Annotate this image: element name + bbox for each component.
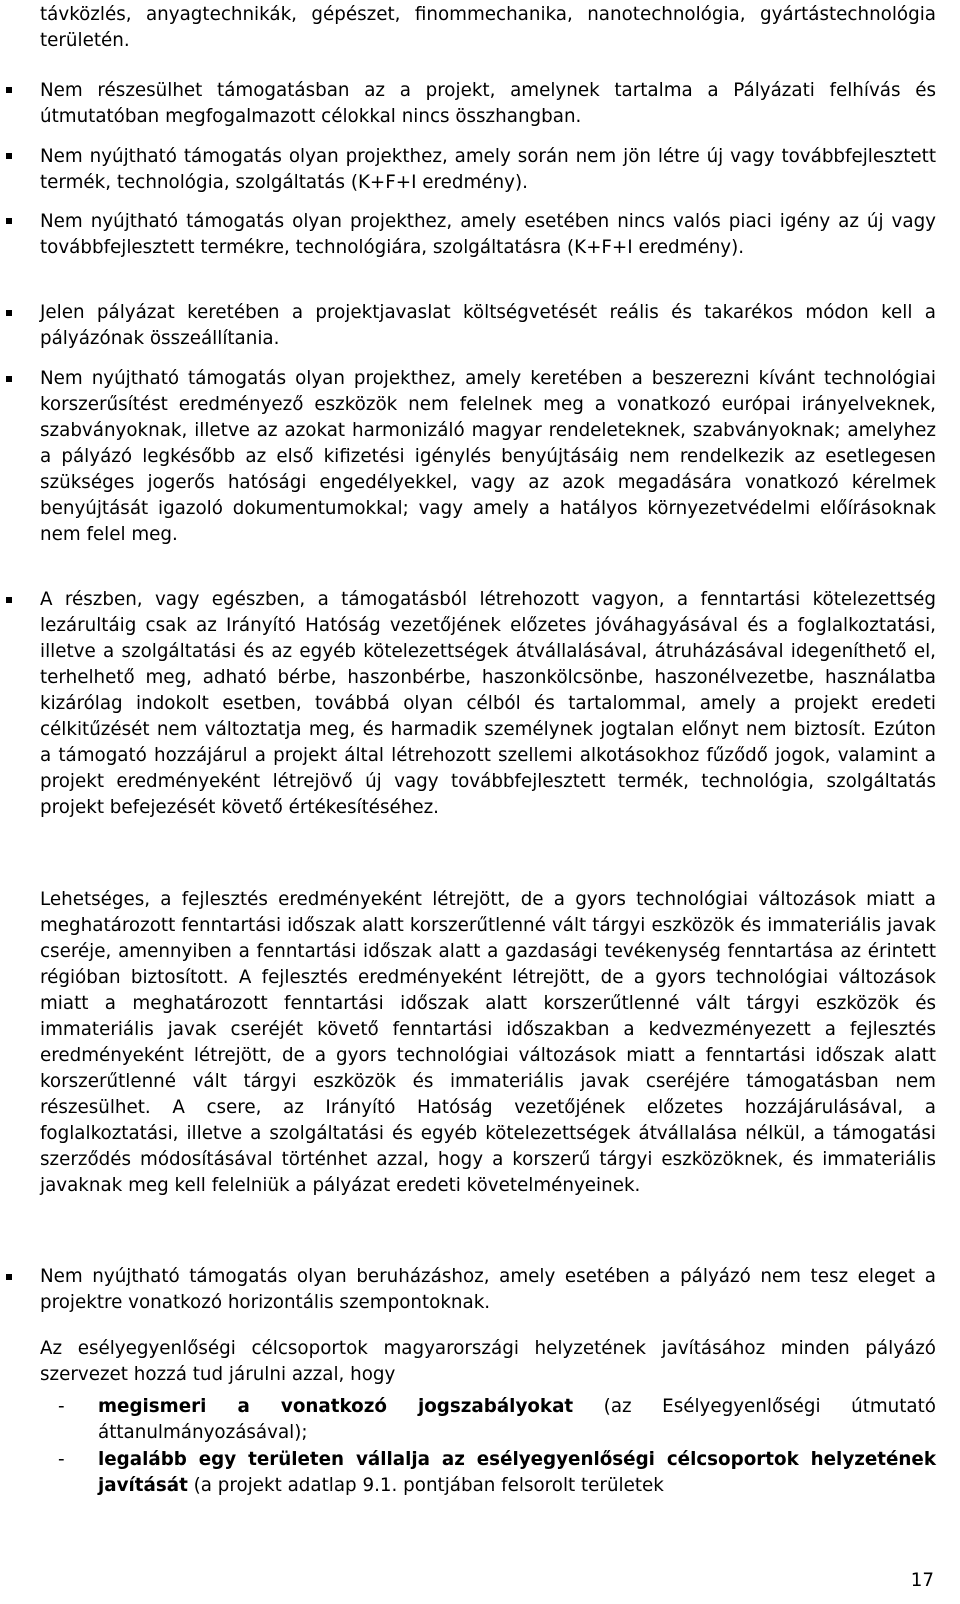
- intro-paragraph: távközlés, anyagtechnikák, gépészet, finommechanika, nanotechnológia, gyártástechnológia területén.: [40, 4, 936, 51]
- page-number: 17: [910, 1570, 934, 1591]
- bullet-marker: [6, 218, 12, 224]
- list-item: Nem nyújtható támogatás olyan projekthez, amely esetében nincs valós piaci igény az új vagy továbbfejlesztett termékre, technológiára, szolgáltatásra (K+F+I eredmény).: [40, 211, 936, 258]
- dash-item-bold: legalább egy területen vállalja az esélyegyenlőségi célcsoportok helyzetének javítását: [98, 1449, 936, 1496]
- list-item: Jelen pályázat keretében a projektjavaslat költségvetését reális és takarékos módon kell a pályázónak összeállítania.: [40, 302, 936, 349]
- bullet-marker: [6, 310, 12, 316]
- list-item: Nem részesülhet támogatásban az a projekt, amelynek tartalma a Pályázati felhívás és útmutatóban megfogalmazott célokkal nincs összhangban.: [40, 80, 936, 127]
- bullet-marker: [6, 153, 12, 159]
- dash-item-bold: megismeri a vonatkozó jogszabályokat: [98, 1396, 574, 1417]
- bullet-marker: [6, 87, 12, 93]
- bullet-marker: [6, 597, 12, 603]
- dash-item-rest: (az Esélyegyenlőségi útmutató áttanulmányozásával);: [98, 1396, 936, 1443]
- paragraph-lehetseges: Lehetséges, a fejlesztés eredményeként létrejött, de a gyors technológiai változások miatt a meghatározott fenntartási időszak alatt korszerűtlenné vált tárgyi eszközök és immateriális javak cseréje, amennyiben a fenntartási időszak alatt a gazdasági tevékenység fenntartása az érintett régióban biztosított. A fejlesztés eredményeként létrejött, de a gyors technológiai változások miatt a meghatározott fenntartási időszak alatt korszerűtlenné vált tárgyi eszközök és immateriális javak cseréjét követő fenntartási időszakban a kedvezményezett a fejlesztés eredményeként létrejött, de a gyors technológiai változások miatt a fenntartási időszak alatt korszerűtlenné vált tárgyi eszközök és immateriális javak cseréjére támogatásban nem részesülhet. A csere, az Irányító Hatóság vezetőjének előzetes hozzájárulásával, a foglalkoztatási, illetve a szolgáltatási és egyéb kötelezettségek átvállalása nélkül, a támogatási szerződés módosításával történhet azzal, hogy a korszerű tárgyi eszközöknek, és immateriális javaknak meg kell felelniük a pályázat eredeti követelményeinek.: [40, 889, 936, 1196]
- list-item: Nem nyújtható támogatás olyan beruházáshoz, amely esetében a pályázó nem tesz eleget a projektre vonatkozó horizontális szempontoknak.: [40, 1266, 936, 1313]
- list-item: Nem nyújtható támogatás olyan projekthez, amely során nem jön létre új vagy továbbfejlesztett termék, technológia, szolgáltatás (K+F+I eredmény).: [40, 146, 936, 193]
- dash-item-rest: (a projekt adatlap 9.1. pontjában felsorolt területek: [187, 1475, 664, 1496]
- paragraph-eselyegyenlosegi: Az esélyegyenlőségi célcsoportok magyarországi helyzetének javításához minden pályázó szervezet hozzá tud járulni azzal, hogy: [40, 1338, 936, 1385]
- bullet-marker: [6, 376, 12, 382]
- bullet-marker: [6, 1274, 12, 1280]
- list-item: A részben, vagy egészben, a támogatásból létrehozott vagyon, a fenntartási kötelezettség lezárultáig csak az Irányító Hatóság vezetőjének előzetes jóváhagyásával és a foglalkoztatási, illetve a szolgáltatási és az egyéb kötelezettségek átvállalásával, átruházásával idegeníthető el, terhelhető meg, adható bérbe, haszonbérbe, haszonkölcsönbe, haszonélvezetbe, használatba kizárólag indokolt esetben, továbbá olyan célból és tartalommal, amely a projekt eredeti célkitűzését nem változtatja meg, és harmadik személynek jogtalan előnyt nem biztosít. Ezúton a támogató hozzájárul a projekt által létrehozott szellemi alkotásokhoz fűződő jogok, valamint a projekt eredményeként létrejövő új vagy továbbfejlesztett termék, technológia, szolgáltatás projekt befejezését követő értékesítéséhez.: [40, 589, 936, 818]
- dash-item: [98, 1394, 936, 1446]
- dash-marker: -: [58, 1396, 65, 1417]
- dash-item: [98, 1447, 936, 1499]
- dash-marker: -: [58, 1449, 65, 1470]
- list-item: Nem nyújtható támogatás olyan projekthez, amely keretében a beszerezni kívánt technológiai korszerűsítést eredményező eszközök nem felelnek meg a vonatkozó európai irányelveknek, szabványoknak, illetve az azokat harmonizáló magyar rendeleteknek, szabványoknak; amelyhez a pályázó legkésőbb az első kifizetési igénylés benyújtásáig nem rendelkezik az esetlegesen szükséges jogerős hatósági engedélyekkel, vagy az azok megadására vonatkozó kérelmek benyújtását igazoló dokumentumokkal; vagy amely a hatályos környezetvédelmi előírásoknak nem felel meg.: [40, 368, 936, 545]
